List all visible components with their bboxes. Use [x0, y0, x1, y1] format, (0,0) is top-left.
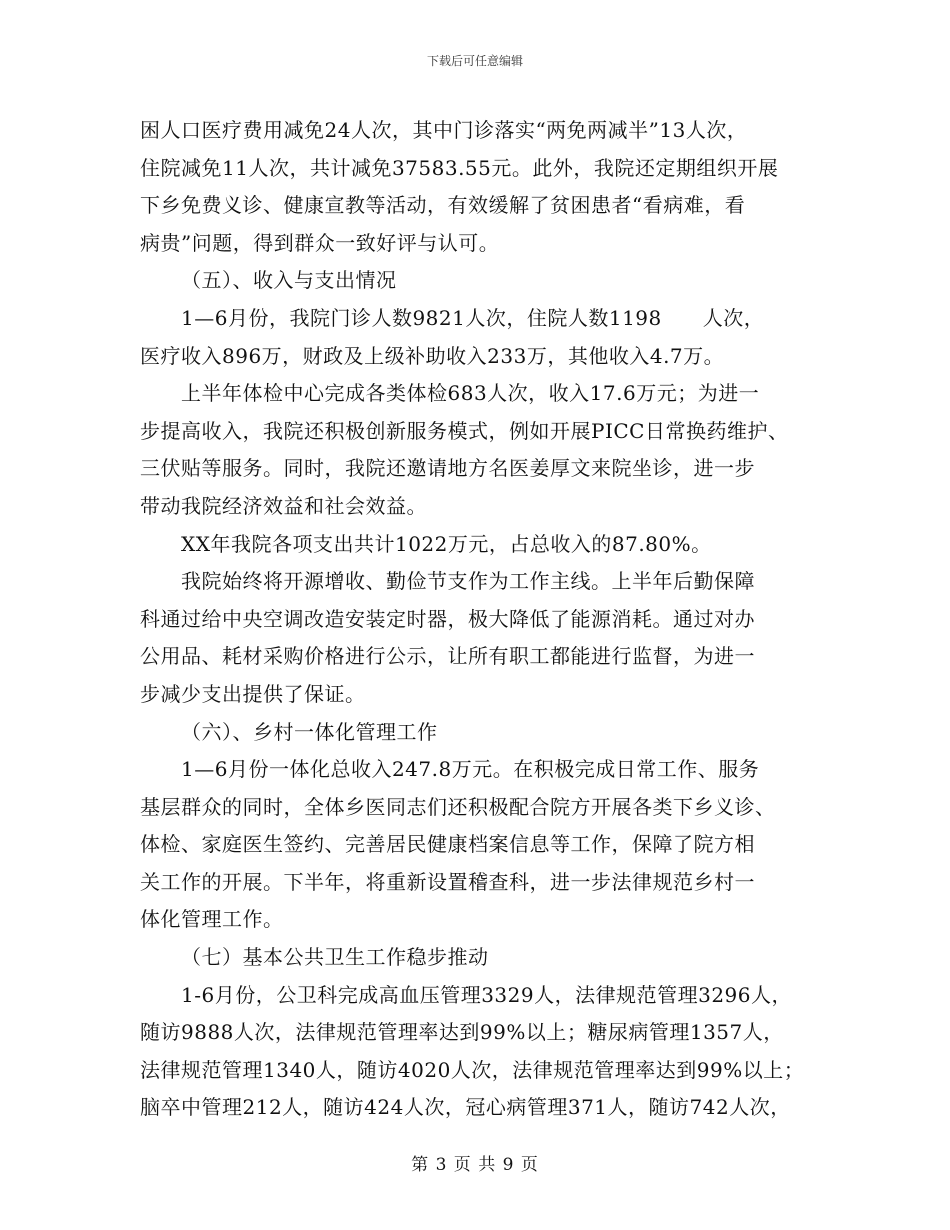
text-line: 1—6月份一体化总收入247.8万元。在积极完成日常工作、服务	[181, 757, 760, 782]
text-line: 病贵”问题，得到群众一致好评与认可。	[140, 230, 500, 255]
text-line: XX年我院各项支出共计1022万元，占总收入的87.80%。	[181, 531, 712, 556]
text-line: 1-6月份，公卫科完成高血压管理3329人，法律规范管理3296人，	[181, 982, 793, 1007]
text-line: 随访9888人次，法律规范管理率达到99%以上；糖尿病管理1357人，	[140, 1020, 784, 1045]
page-header: 下载后可任意编辑	[426, 54, 523, 68]
text-line: 步减少支出提供了保证。	[140, 681, 366, 706]
text-line: （五）、收入与支出情况	[181, 268, 397, 293]
text-line: 公用品、耗材采购价格进行公示，让所有职工都能进行监督，为进一	[140, 644, 755, 669]
text-line: 住院减免11人次，共计减免37583.55元。此外，我院还定期组织开展	[140, 155, 779, 180]
text-line: 科通过给中央空调改造安装定时器，极大降低了能源消耗。通过对办	[140, 606, 755, 631]
text-line: 带动我院经济效益和社会效益。	[140, 493, 427, 518]
text-line: 上半年体检中心完成各类体检683人次，收入17.6万元；为进一	[181, 381, 760, 406]
text-line: 下乡免费义诊、健康宣教等活动，有效缓解了贫困患者“看病难，看	[140, 193, 746, 218]
text-line: 体检、家庭医生签约、完善居民健康档案信息等工作，保障了院方相	[140, 832, 755, 857]
document-body	[140, 112, 820, 1127]
text-line: （六）、乡村一体化管理工作	[181, 719, 438, 744]
text-line: 我院始终将开源增收、勤俭节支作为工作主线。上半年后勤保障	[181, 569, 755, 594]
text-line: 步提高收入，我院还积极创新服务模式，例如开展PICC日常换药维护、	[140, 418, 789, 443]
page-footer: 第 3 页 共 9 页	[411, 1155, 539, 1175]
text-line: 基层群众的同时，全体乡医同志们还积极配合院方开展各类下乡义诊、	[140, 794, 776, 819]
text-line: 医疗收入896万，财政及上级补助收入233万，其他收入4.7万。	[140, 343, 725, 368]
text-line: 关工作的开展。下半年，将重新设置稽查科，进一步法律规范乡村一	[140, 869, 755, 894]
text-line: 三伏贴等服务。同时，我院还邀请地方名医姜厚文来院坐诊，进一步	[140, 456, 755, 481]
text-line: 脑卒中管理212人，随访424人次，冠心病管理371人，随访742人次，	[140, 1095, 791, 1120]
text-line: （七）基本公共卫生工作稳步推动	[181, 945, 489, 970]
text-line: 体化管理工作。	[140, 907, 284, 932]
text-line: 困人口医疗费用减免24人次，其中门诊落实“两免两减半”13人次，	[140, 118, 748, 142]
text-line: 法律规范管理1340人，随访4020人次，法律规范管理率达到99%以上；	[140, 1057, 805, 1082]
text-line: 1—6月份，我院门诊人数9821人次，住院人数1198 人次，	[181, 305, 765, 330]
